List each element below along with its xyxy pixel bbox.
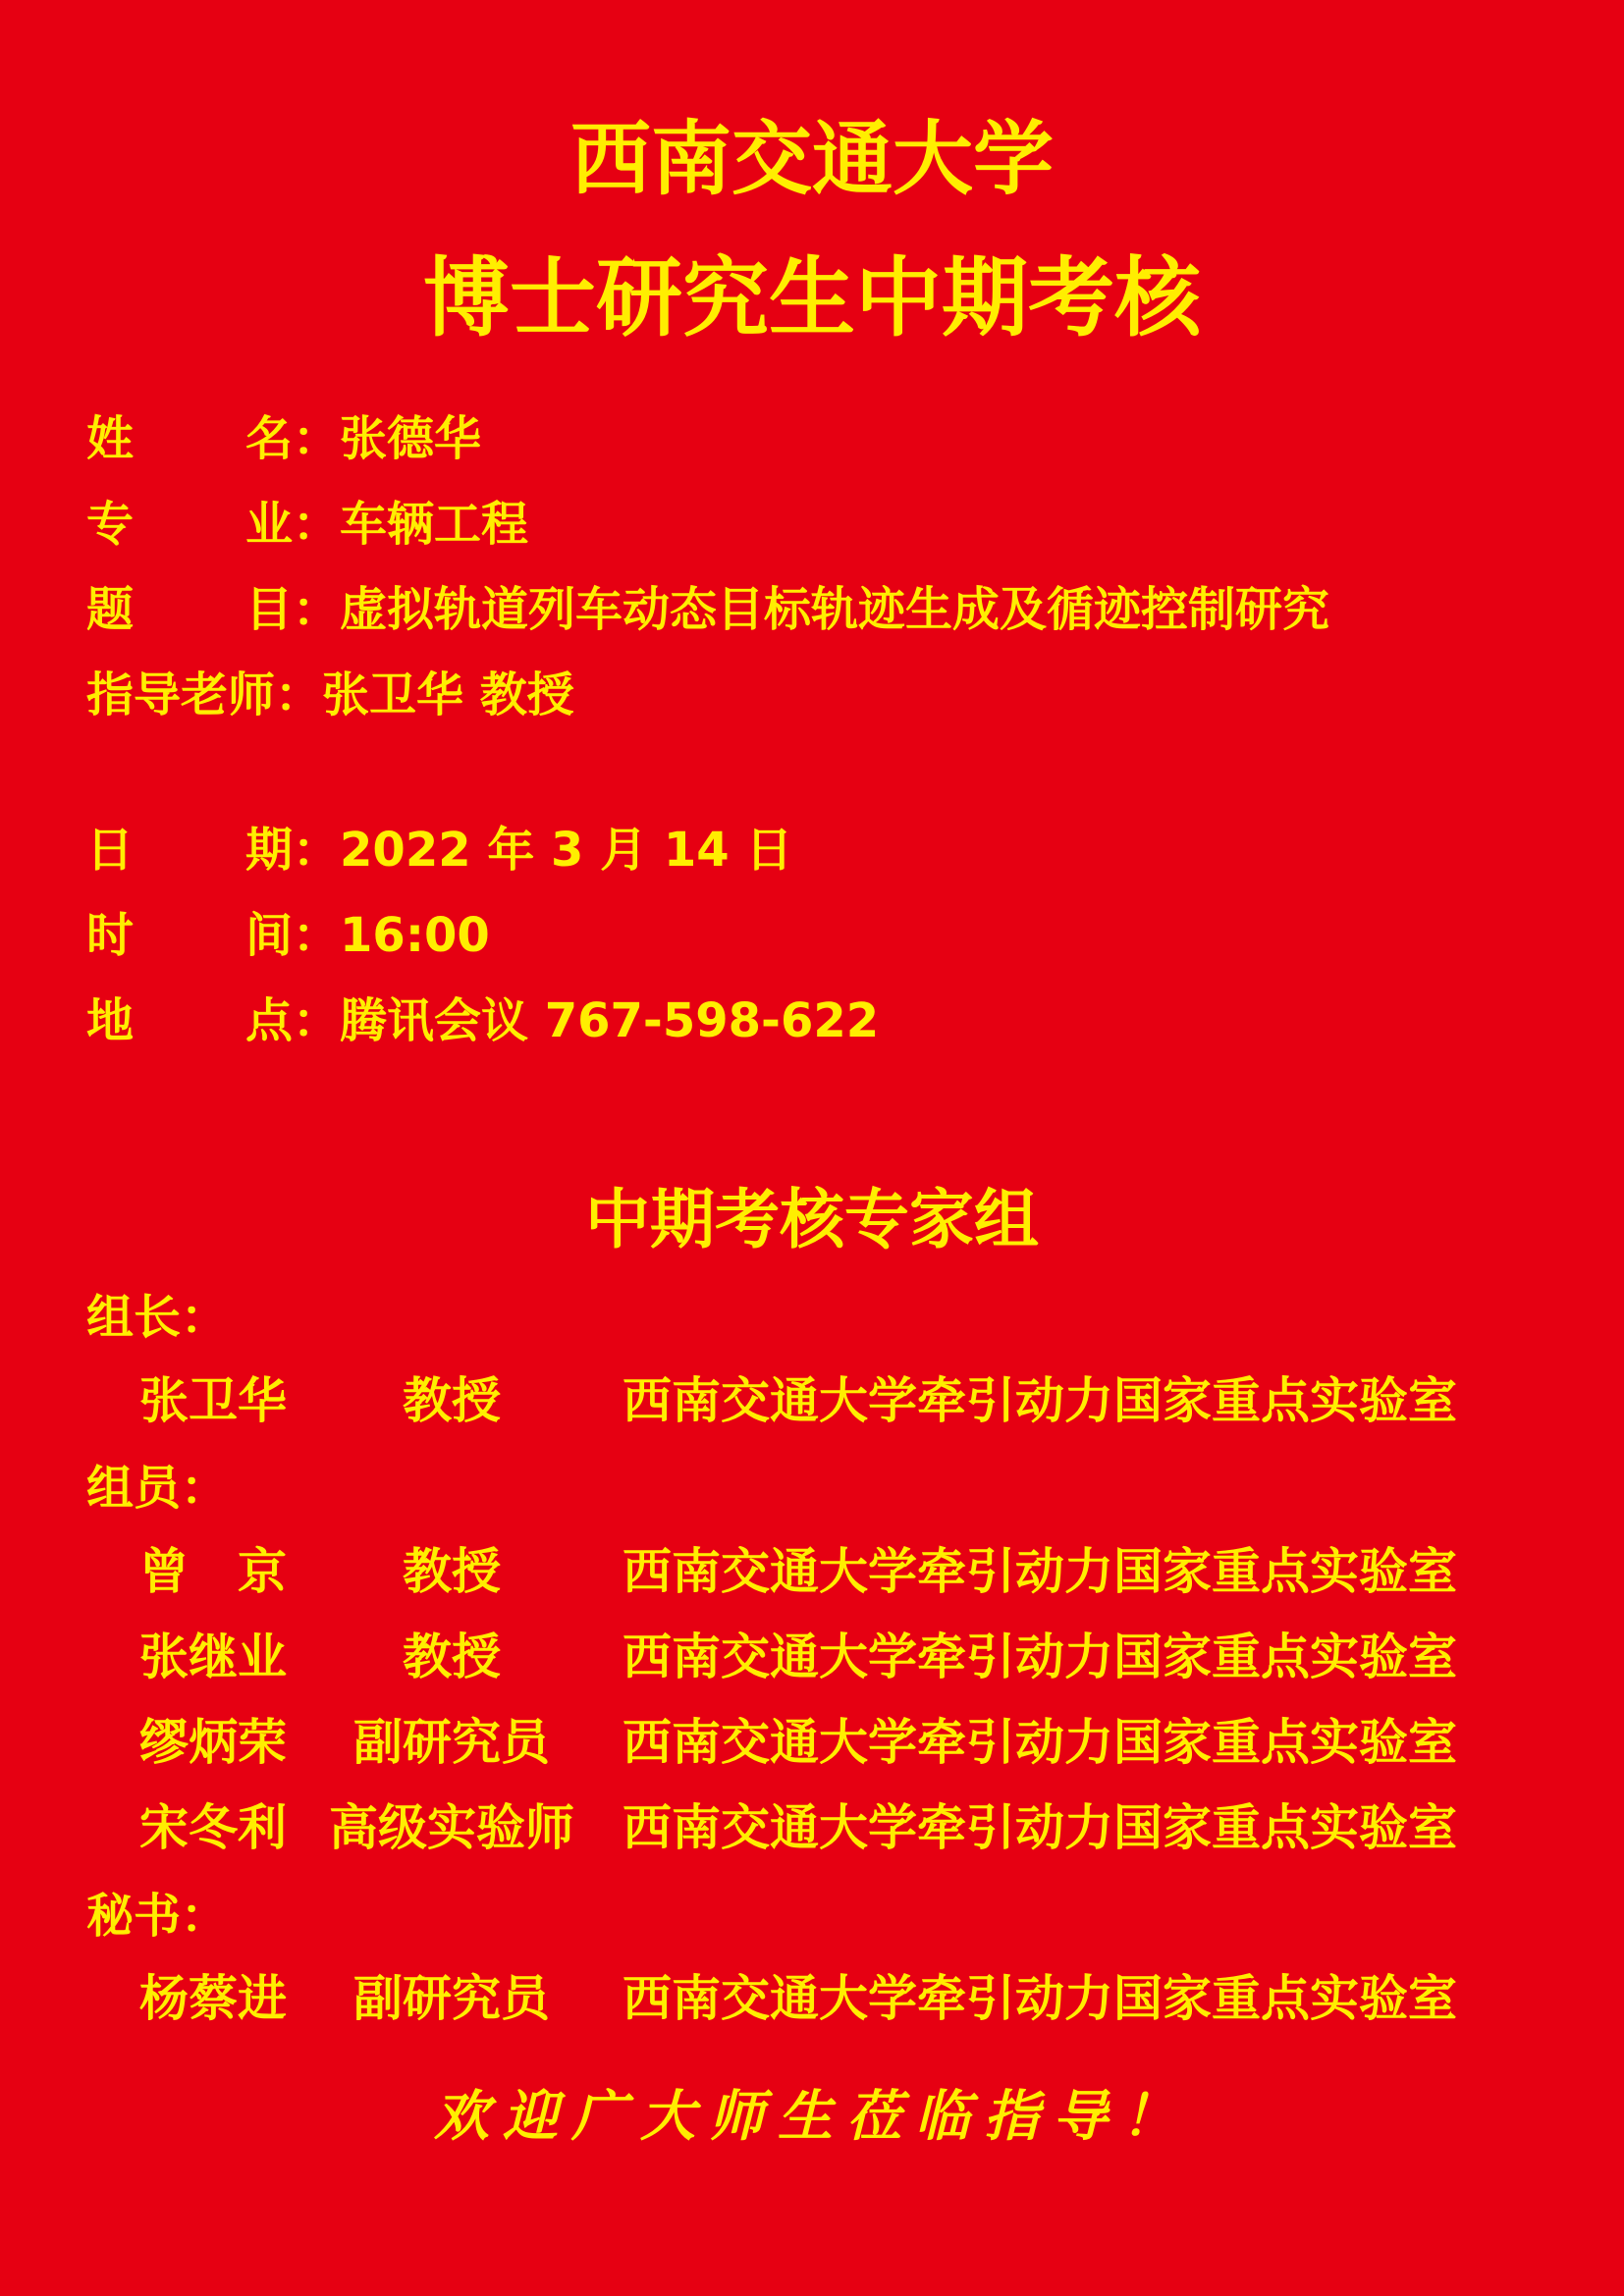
info-advisor xyxy=(86,667,574,722)
member-org: 西南交通大学牵引动力国家重点实验室 xyxy=(623,1799,1457,1856)
info-time xyxy=(86,908,490,963)
info-place-label-b: 点： xyxy=(245,993,341,1048)
leader-row xyxy=(0,1372,1624,1431)
info-time-label-b: 间： xyxy=(245,908,341,963)
info-major-label-a: 专 xyxy=(86,497,135,552)
member-title: 教授 xyxy=(403,1629,501,1685)
member-row xyxy=(0,1629,1624,1687)
member-title: 副研究员 xyxy=(353,1714,550,1771)
member-name: 张卫华 xyxy=(139,1372,287,1429)
info-time-label-a: 时 xyxy=(86,908,135,963)
info-topic-value: 虚拟轨道列车动态目标轨迹生成及循迹控制研究 xyxy=(340,582,1330,637)
member-name: 缪炳荣 xyxy=(139,1714,287,1771)
info-name xyxy=(86,411,482,466)
info-topic-label-a: 题 xyxy=(86,582,135,637)
member-org: 西南交通大学牵引动力国家重点实验室 xyxy=(623,1970,1457,2027)
info-name-label-a: 姓 xyxy=(86,411,135,466)
member-org: 西南交通大学牵引动力国家重点实验室 xyxy=(623,1543,1457,1600)
member-name: 张继业 xyxy=(139,1629,287,1685)
event-title: 博士研究生中期考核 xyxy=(422,247,1201,348)
info-topic-label-b: 目： xyxy=(245,582,341,637)
members-label: 组员： xyxy=(86,1461,229,1516)
member-name: 曾 京 xyxy=(139,1543,287,1600)
member-name: 杨蔡进 xyxy=(139,1970,287,2027)
welcome-message: 欢迎广大师生莅临指导！ xyxy=(434,2084,1190,2149)
info-date-label-a: 日 xyxy=(86,823,135,878)
member-org: 西南交通大学牵引动力国家重点实验室 xyxy=(623,1629,1457,1685)
info-major-value: 车辆工程 xyxy=(340,497,529,552)
secretary-label: 秘书： xyxy=(86,1889,229,1944)
member-title: 教授 xyxy=(403,1543,501,1600)
info-advisor-value: 张卫华 教授 xyxy=(322,667,574,722)
info-name-label-b: 名： xyxy=(245,411,341,466)
secretary-row xyxy=(0,1970,1624,2029)
leader-label: 组长： xyxy=(86,1290,229,1345)
info-place xyxy=(86,993,880,1048)
member-org: 西南交通大学牵引动力国家重点实验室 xyxy=(623,1714,1457,1771)
member-title: 教授 xyxy=(403,1372,501,1429)
info-date xyxy=(86,823,793,878)
info-place-value: 腾讯会议 767-598-622 xyxy=(340,993,880,1048)
info-place-label-a: 地 xyxy=(86,993,135,1048)
member-name: 宋冬利 xyxy=(139,1799,287,1856)
info-advisor-label: 指导老师： xyxy=(86,667,323,722)
info-date-value: 2022 年 3 月 14 日 xyxy=(340,823,793,878)
member-row xyxy=(0,1714,1624,1773)
committee-title: 中期考核专家组 xyxy=(585,1182,1039,1257)
member-row xyxy=(0,1543,1624,1602)
info-date-label-b: 期： xyxy=(245,823,341,878)
university-title: 西南交通大学 xyxy=(569,113,1054,206)
info-major-label-b: 业： xyxy=(245,497,341,552)
member-title: 副研究员 xyxy=(353,1970,550,2027)
info-major xyxy=(86,497,529,552)
member-title: 高级实验师 xyxy=(329,1799,574,1856)
member-org: 西南交通大学牵引动力国家重点实验室 xyxy=(623,1372,1457,1429)
info-topic xyxy=(86,582,1330,637)
info-time-value: 16:00 xyxy=(340,908,490,963)
member-row xyxy=(0,1799,1624,1858)
info-name-value: 张德华 xyxy=(340,411,482,466)
